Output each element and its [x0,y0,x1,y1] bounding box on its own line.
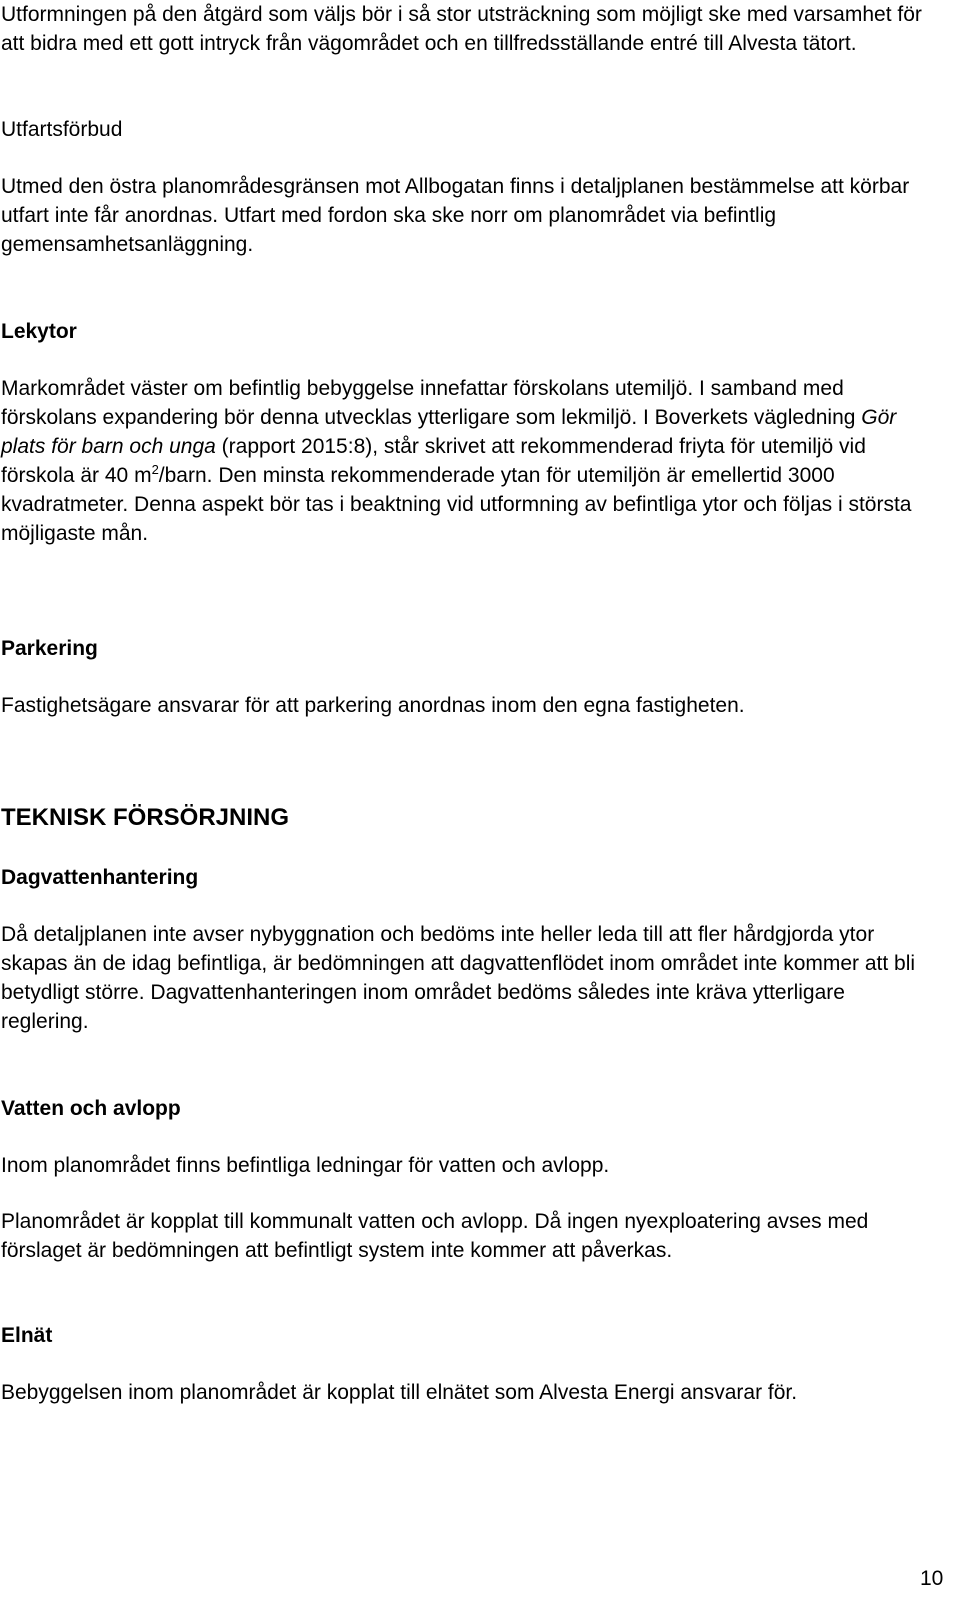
lekytor-superscript: 2 [151,462,159,477]
heading-vatten-och-avlopp: Vatten och avlopp [1,1097,181,1120]
elnat-paragraph: Bebyggelsen inom planområdet är kopplat till elnätet som Alvesta Energi ansvarar för. [1,1381,798,1404]
page-number: 10 [920,1567,944,1590]
heading-teknisk-forsorjning: TEKNISK FÖRSÖRJNING [1,804,290,831]
heading-elnat: Elnät [1,1324,53,1347]
vatten-paragraph-2: Planområdet är kopplat till kommunalt vatten och avlopp. Då ingen nyexploatering avses med förslaget är bedömningen att befintligt system inte kommer att påverkas. [1,1210,869,1262]
heading-lekytor: Lekytor [1,320,77,343]
parkering-paragraph: Fastighetsägare ansvarar för att parkering anordnas inom den egna fastigheten. [1,694,745,717]
heading-parkering: Parkering [1,637,98,660]
lekytor-report-title: Gör plats för barn och unga [1,406,897,458]
intro-paragraph: Utformningen på den åtgärd som väljs bör i så stor utsträckning som möjligt ske med varsamhet för att bidra med ett gott intryck från vägområdet och en tillfredsställande entré till Alvesta tätort. [1,3,922,55]
utfart-paragraph: Utmed den östra planområdesgränsen mot Allbogatan finns i detaljplanen bestämmelse att körbar utfart inte får anordnas. Utfart med fordon ska ske norr om planområdet via befintlig gemensamhetsanläggning. [1,175,910,256]
vatten-paragraph-1: Inom planområdet finns befintliga ledningar för vatten och avlopp. [1,1154,610,1177]
heading-dagvattenhantering: Dagvattenhantering [1,866,199,889]
dagvatten-paragraph: Då detaljplanen inte avser nybyggnation och bedöms inte heller leda till att fler hårdgjorda ytor skapas än de idag befintliga, är bedömningen att dagvattenflödet inom området inte kommer att bli betydligt större. Dagvattenhanteringen inom området bedöms således inte kräva ytterligare reglering. [1,923,916,1033]
heading-utfartsforbud: Utfartsförbud [1,118,123,141]
lekytor-text-c: /barn. Den minsta rekommenderade ytan för utemiljön är emellertid 3000 kvadratmeter. Denna aspekt bör tas i beaktning vid utformning av befintliga ytor och följas i största möjligaste mån. [1,464,912,545]
lekytor-text-a: Markområdet väster om befintlig bebyggelse innefattar förskolans utemiljö. I samband med förskolans expandering bör denna utvecklas ytterligare som lekmiljö. I Boverkets vägledning [1,377,862,429]
lekytor-paragraph [1,374,936,548]
lekytor-text-b: (rapport 2015:8), står skrivet att rekommenderad friyta för utemiljö vid förskola är 40 m [1,435,866,487]
